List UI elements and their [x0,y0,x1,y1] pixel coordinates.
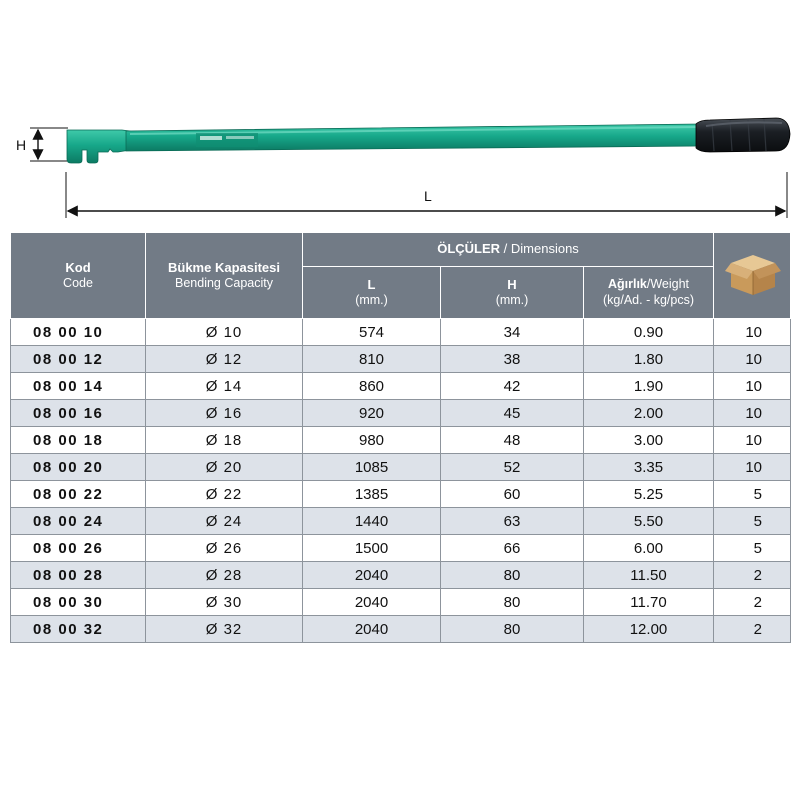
cell-height: 42 [441,373,584,400]
cell-pack: 10 [714,346,791,373]
cell-capacity: Ø 20 [146,454,303,481]
cell-pack: 10 [714,454,791,481]
cell-length: 980 [303,427,441,454]
cell-code: 08 00 10 [11,319,146,346]
cell-height: 45 [441,400,584,427]
cell-pack: 10 [714,373,791,400]
cell-weight: 11.50 [584,562,714,589]
header-h-unit: (mm.) [495,292,529,307]
cell-code: 08 00 14 [11,373,146,400]
cell-weight: 5.25 [584,481,714,508]
table-row [11,346,791,373]
header-h-label: H [507,276,517,292]
cell-capacity: Ø 12 [146,346,303,373]
header-weight-unit: (kg/Ad. - kg/pcs) [603,292,694,307]
cell-code: 08 00 16 [11,400,146,427]
cell-code: 08 00 18 [11,427,146,454]
cell-pack: 10 [714,427,791,454]
header-code-tr: Kod [65,259,91,275]
cell-weight: 1.90 [584,373,714,400]
table-row [11,400,791,427]
cell-length: 1440 [303,508,441,535]
cell-code: 08 00 24 [11,508,146,535]
cell-height: 80 [441,589,584,616]
cell-capacity: Ø 26 [146,535,303,562]
cell-weight: 11.70 [584,589,714,616]
cell-capacity: Ø 22 [146,481,303,508]
header-weight-tr: Ağırlık [607,276,647,291]
header-dimensions [303,233,714,267]
header-capacity-tr: Bükme Kapasitesi [168,259,280,275]
table-row [11,562,791,589]
cell-code: 08 00 26 [11,535,146,562]
cell-capacity: Ø 18 [146,427,303,454]
table-row [11,373,791,400]
cell-length: 2040 [303,562,441,589]
cell-length: 2040 [303,616,441,643]
cell-length: 1500 [303,535,441,562]
header-weight-en: /Weight [646,276,690,291]
cell-weight: 3.00 [584,427,714,454]
cell-height: 38 [441,346,584,373]
header-dimensions-en: / Dimensions [500,241,579,257]
l-label: L [424,188,432,204]
cell-code: 08 00 32 [11,616,146,643]
cell-capacity: Ø 14 [146,373,303,400]
table-row [11,481,791,508]
cell-pack: 10 [714,400,791,427]
header-capacity-en: Bending Capacity [175,275,273,290]
cell-weight: 0.90 [584,319,714,346]
header-pack [714,233,791,319]
header-dimensions-tr: ÖLÇÜLER [437,241,501,257]
cell-capacity: Ø 32 [146,616,303,643]
cell-weight: 6.00 [584,535,714,562]
cell-pack: 5 [714,535,791,562]
cell-pack: 5 [714,481,791,508]
cell-pack: 2 [714,616,791,643]
header-l-unit: (mm.) [355,292,388,307]
cell-pack: 5 [714,508,791,535]
table-row [11,589,791,616]
cell-height: 48 [441,427,584,454]
h-dimension [30,128,68,161]
cell-weight: 1.80 [584,346,714,373]
table-row [11,427,791,454]
cell-length: 810 [303,346,441,373]
header-code-en: Code [63,275,93,290]
cell-length: 2040 [303,589,441,616]
header-capacity [146,233,303,319]
cell-code: 08 00 12 [11,346,146,373]
cell-height: 34 [441,319,584,346]
header-h [441,267,584,319]
cell-weight: 2.00 [584,400,714,427]
cell-length: 1385 [303,481,441,508]
cell-capacity: Ø 30 [146,589,303,616]
header-code [11,233,146,319]
cell-capacity: Ø 10 [146,319,303,346]
h-label: H [16,137,27,153]
table-row [11,616,791,643]
table-row [11,535,791,562]
header-l [303,267,441,319]
cell-height: 80 [441,616,584,643]
bending-key-illustration [67,118,790,163]
cell-weight: 5.50 [584,508,714,535]
cell-code: 08 00 20 [11,454,146,481]
cell-capacity: Ø 16 [146,400,303,427]
cell-length: 920 [303,400,441,427]
cell-code: 08 00 28 [11,562,146,589]
cell-height: 63 [441,508,584,535]
cell-length: 860 [303,373,441,400]
cell-length: 574 [303,319,441,346]
cell-capacity: Ø 28 [146,562,303,589]
header-weight [584,267,714,319]
cell-pack: 2 [714,562,791,589]
cell-weight: 3.35 [584,454,714,481]
cell-pack: 10 [714,319,791,346]
cell-length: 1085 [303,454,441,481]
cell-pack: 2 [714,589,791,616]
specification-table [10,232,791,643]
cell-capacity: Ø 24 [146,508,303,535]
cell-height: 66 [441,535,584,562]
table-row [11,319,791,346]
cardboard-box-icon [723,245,781,301]
table-body [11,319,791,643]
cell-height: 60 [441,481,584,508]
header-l-label: L [367,276,376,292]
cell-code: 08 00 30 [11,589,146,616]
table-row [11,454,791,481]
table-row [11,508,791,535]
cell-code: 08 00 22 [11,481,146,508]
cell-height: 80 [441,562,584,589]
cell-weight: 12.00 [584,616,714,643]
cell-height: 52 [441,454,584,481]
product-drawing [0,0,800,230]
